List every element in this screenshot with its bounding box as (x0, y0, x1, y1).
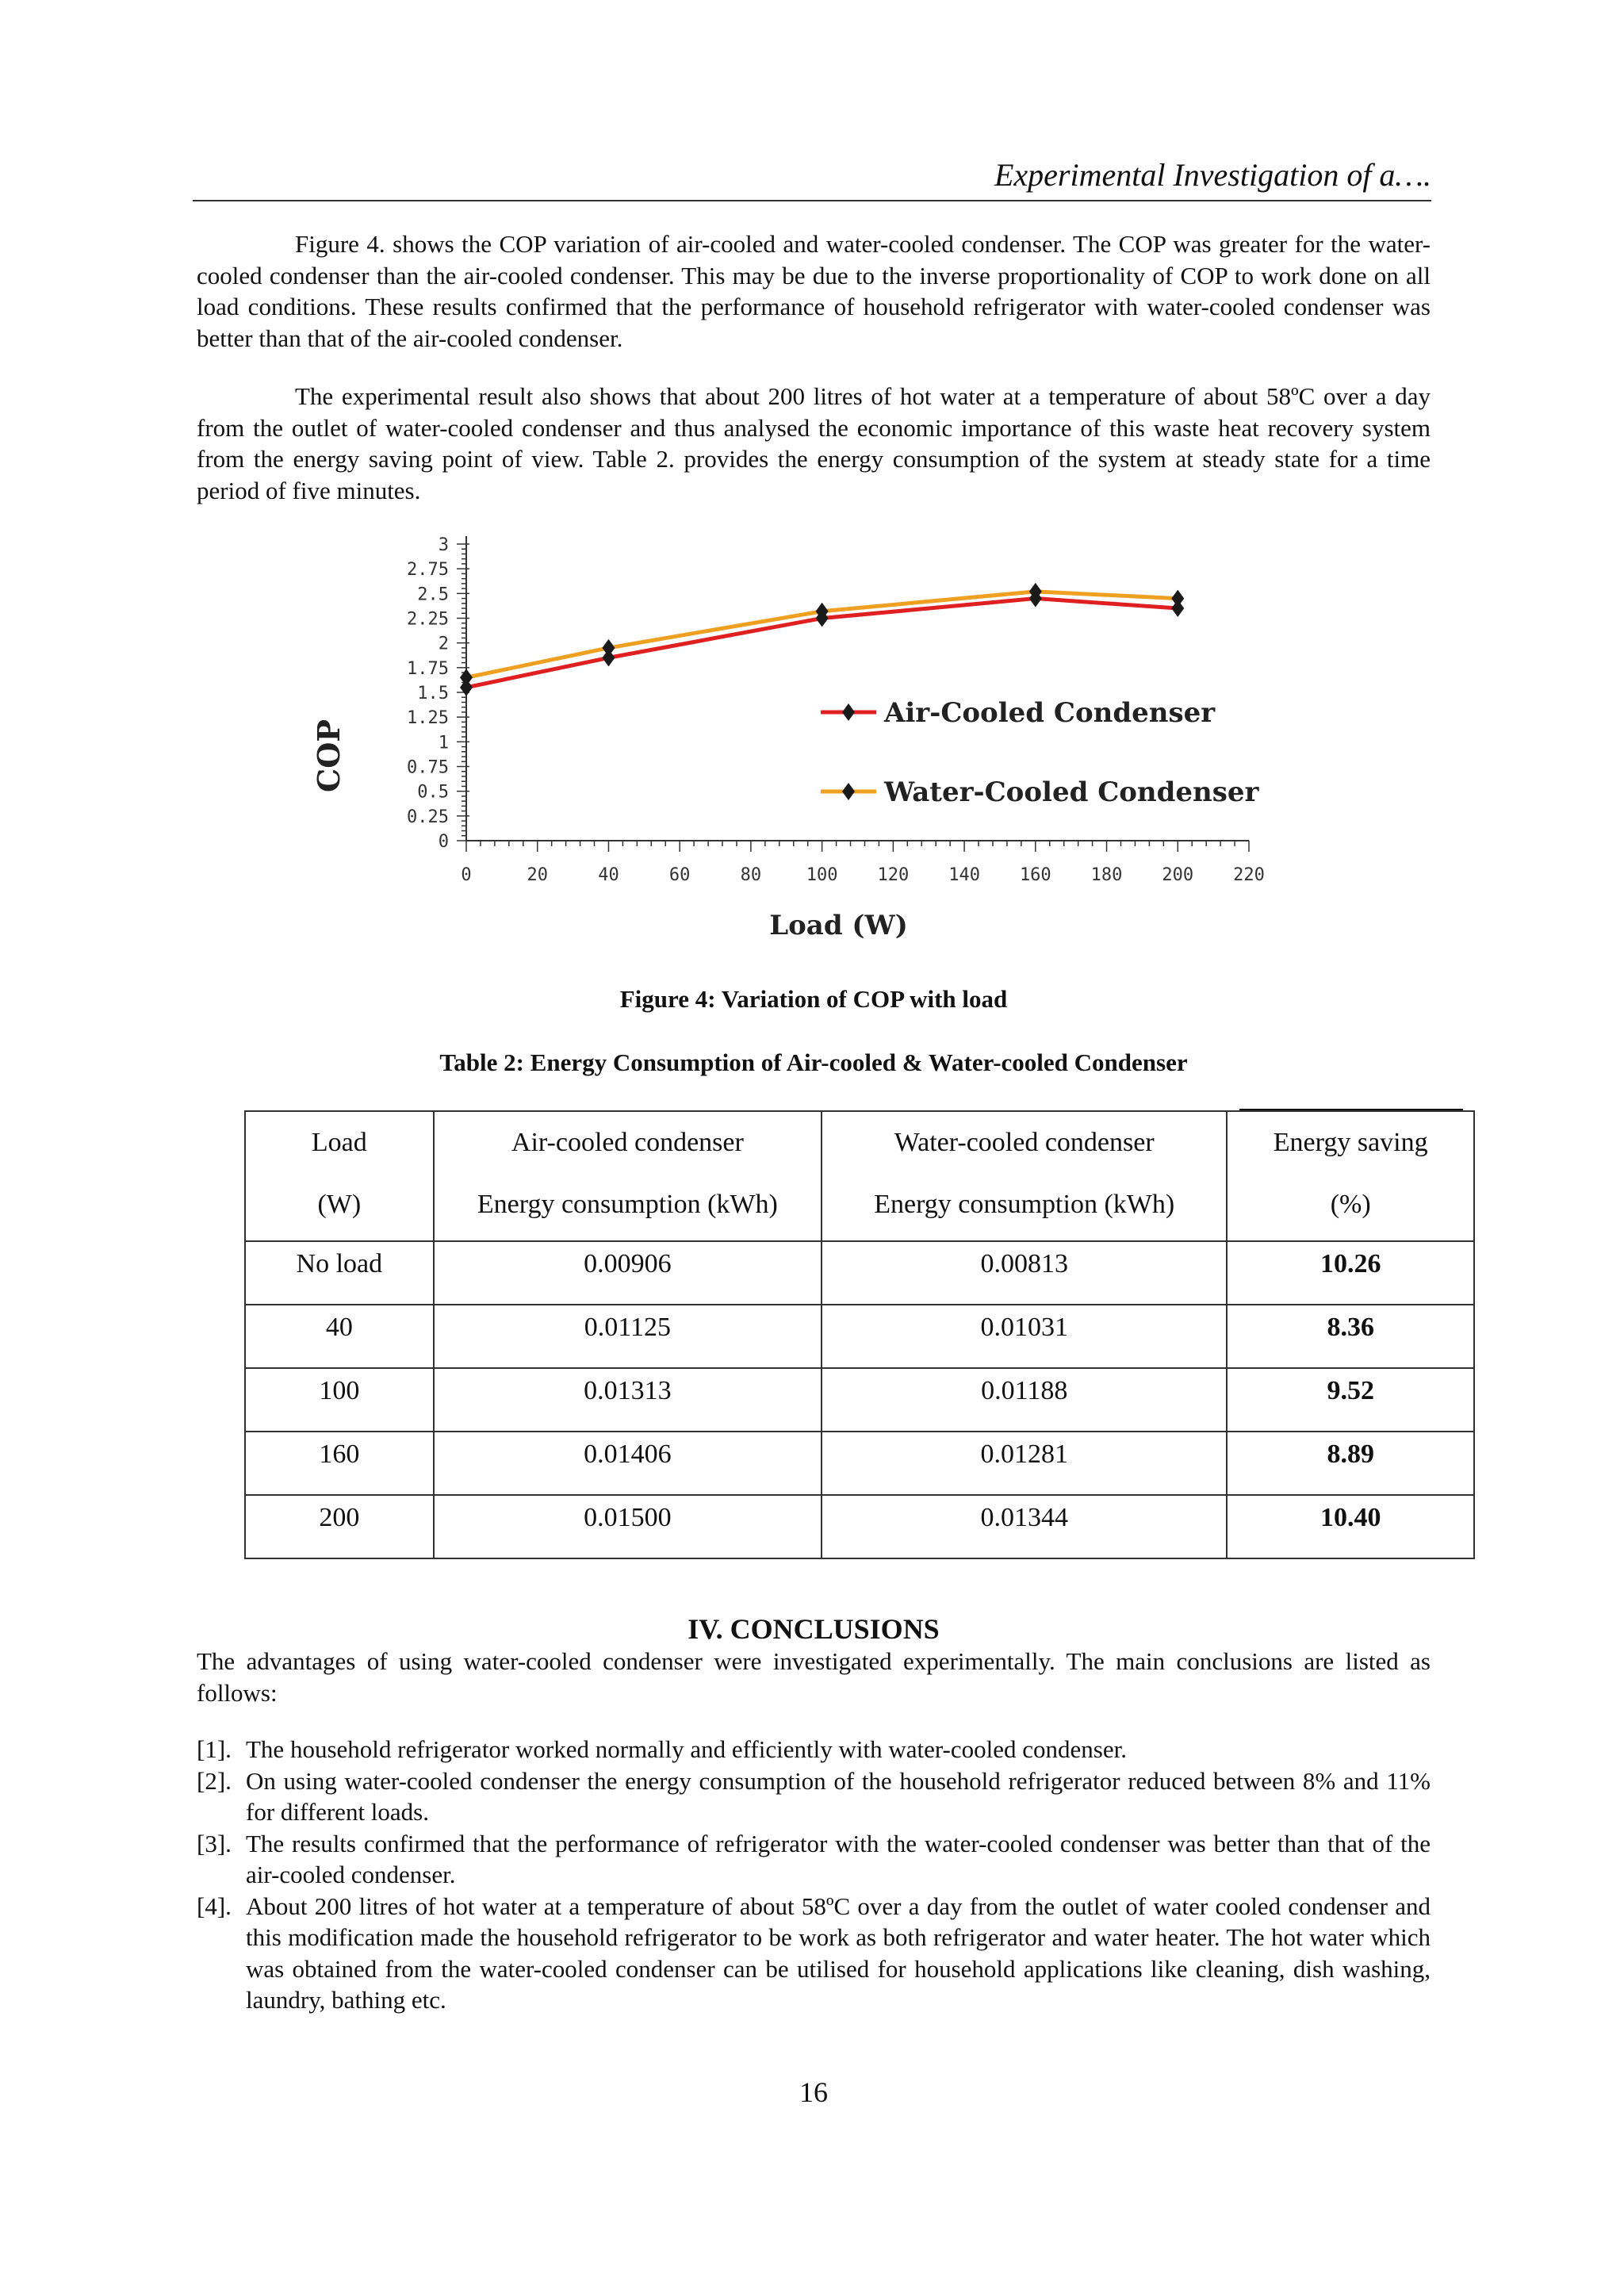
y-tick-label: 0.25 (407, 807, 449, 827)
cell-load: 200 (245, 1495, 434, 1558)
header-line: (W) (317, 1190, 362, 1219)
y-tick-label: 3 (438, 535, 449, 555)
cell-energy-saving: 10.26 (1227, 1241, 1474, 1305)
cell-water-energy: 0.00813 (822, 1241, 1227, 1305)
conclusions-list (197, 1734, 1431, 2016)
y-tick-label: 2.75 (407, 560, 449, 581)
x-axis-title: Load (W) (769, 910, 908, 941)
x-tick-label: 140 (948, 865, 980, 885)
y-tick-label: 2 (438, 634, 449, 654)
header-line: Energy consumption (kWh) (477, 1190, 778, 1219)
table-header-row (245, 1111, 1474, 1241)
cell-load: No load (245, 1241, 434, 1305)
data-point (602, 639, 615, 657)
paragraph-hot-water (197, 381, 1431, 506)
x-tick-label: 200 (1162, 865, 1194, 885)
cell-water-energy: 0.01188 (822, 1368, 1227, 1432)
header-energy-saving (1227, 1111, 1474, 1241)
legend-label: Water-Cooled Condenser (884, 776, 1259, 808)
cop-line-chart (293, 523, 1293, 968)
y-tick-label: 1.25 (407, 708, 449, 729)
list-item (197, 1828, 1431, 1891)
header-line: (%) (1330, 1190, 1371, 1219)
cell-water-energy: 0.01031 (822, 1305, 1227, 1368)
header-line: Energy consumption (kWh) (874, 1190, 1175, 1219)
cell-air-energy: 0.01500 (434, 1495, 822, 1558)
cell-load: 160 (245, 1432, 434, 1495)
list-item (197, 1765, 1431, 1828)
header-water-cooled (822, 1111, 1227, 1241)
x-tick-label: 180 (1090, 865, 1123, 885)
figure-caption: Figure 4: Variation of COP with load (619, 985, 1008, 1013)
paragraph-cop-discussion (197, 228, 1431, 354)
cell-air-energy: 0.01406 (434, 1432, 822, 1495)
energy-consumption-table (244, 1110, 1475, 1559)
cell-load: 100 (245, 1368, 434, 1432)
cell-air-energy: 0.00906 (434, 1241, 822, 1305)
cell-energy-saving: 8.89 (1227, 1432, 1474, 1495)
cell-water-energy: 0.01281 (822, 1432, 1227, 1495)
table-row (245, 1241, 1474, 1305)
x-tick-label: 120 (877, 865, 910, 885)
x-tick-label: 60 (668, 865, 691, 885)
y-axis-title: COP (311, 719, 347, 792)
section-heading-conclusions: IV. CONCLUSIONS (688, 1613, 940, 1645)
cell-energy-saving: 10.40 (1227, 1495, 1474, 1558)
cell-water-energy: 0.01344 (822, 1495, 1227, 1558)
y-tick-label: 0.75 (407, 757, 449, 778)
conclusions-intro: The advantages of using water-cooled condenser were investigated experimentally. The main conclusions are listed as follows: (197, 1647, 1431, 1707)
paragraph-text: Figure 4. shows the COP variation of air-cooled and water-cooled condenser. The COP was greater for the water-cooled condenser than the air-cooled condenser. This may be due to the inverse proportionality of COP to work done on all load conditions. These results confirmed that the performance of household refrigerator with water-cooled condenser was better than that of the air-cooled condenser. (197, 230, 1431, 352)
table-caption: Table 2: Energy Consumption of Air-cooled & Water-cooled Condenser (439, 1048, 1188, 1076)
x-tick-label: 20 (527, 865, 548, 885)
list-item-number: [2]. (197, 1766, 232, 1795)
cell-energy-saving: 8.36 (1227, 1305, 1474, 1368)
table-row (245, 1368, 1474, 1432)
cell-air-energy: 0.01125 (434, 1305, 822, 1368)
list-item (197, 1891, 1431, 2016)
list-item-text: The household refrigerator worked normally and efficiently with water-cooled condenser. (246, 1735, 1127, 1763)
table-row (245, 1432, 1474, 1495)
y-tick-label: 1.5 (417, 684, 449, 703)
list-item-text: The results confirmed that the performance of refrigerator with the water-cooled condenser was better than that of the air-cooled condenser. (246, 1829, 1431, 1888)
x-tick-label: 80 (740, 865, 762, 885)
y-tick-label: 1 (438, 733, 449, 753)
data-point (1171, 590, 1184, 608)
list-item-text: About 200 litres of hot water at a temperature of about 58ºC over a day from the outlet of water cooled condenser and this modification made the household refrigerator to be work as both refrigerator and water heater. The hot water which was obtained from the water-cooled condenser can be utilised for household applications like cleaning, dish washing, laundry, bathing etc. (246, 1892, 1431, 2014)
header-line: Air-cooled condenser (511, 1128, 744, 1157)
cell-air-energy: 0.01313 (434, 1368, 822, 1432)
y-tick-label: 0.5 (417, 782, 449, 803)
header-line: Energy saving (1273, 1128, 1428, 1157)
list-item-text: On using water-cooled condenser the energy consumption of the household refrigerator reduced between 8% and 11% for different loads. (246, 1766, 1431, 1826)
header-line: Load (311, 1128, 367, 1157)
list-item-number: [3]. (197, 1829, 232, 1857)
table-row (245, 1495, 1474, 1558)
x-tick-label: 220 (1233, 865, 1265, 885)
legend-marker (842, 703, 855, 721)
table-row (245, 1305, 1474, 1368)
x-tick-label: 100 (806, 865, 838, 885)
legend-marker (842, 783, 855, 800)
data-point (460, 669, 473, 686)
cell-energy-saving: 9.52 (1227, 1368, 1474, 1432)
y-tick-label: 2.25 (407, 609, 449, 630)
list-item-number: [4]. (197, 1892, 232, 1920)
y-tick-label: 0 (438, 832, 449, 852)
x-tick-label: 160 (1019, 865, 1051, 885)
x-tick-label: 40 (598, 865, 619, 885)
list-item (197, 1734, 1431, 1765)
paragraph-text: The experimental result also shows that about 200 litres of hot water at a temperature of about 58ºC over a day from the outlet of water-cooled condenser and thus analysed the economic importance of this waste heat recovery system from the energy saving point of view. Table 2. provides the energy consumption of the system at steady state for a time period of five minutes. (197, 382, 1431, 504)
page-number: 16 (799, 2076, 828, 2108)
running-header: Experimental Investigation of a…. (193, 151, 1431, 201)
legend-label: Air-Cooled Condenser (884, 697, 1216, 729)
y-tick-label: 1.75 (407, 658, 449, 679)
y-tick-label: 2.5 (417, 585, 449, 605)
list-item-number: [1]. (197, 1735, 232, 1763)
header-load (245, 1111, 434, 1241)
cell-load: 40 (245, 1305, 434, 1368)
header-air-cooled (434, 1111, 822, 1241)
header-line: Water-cooled condenser (894, 1128, 1155, 1157)
x-tick-label: 0 (461, 865, 472, 885)
